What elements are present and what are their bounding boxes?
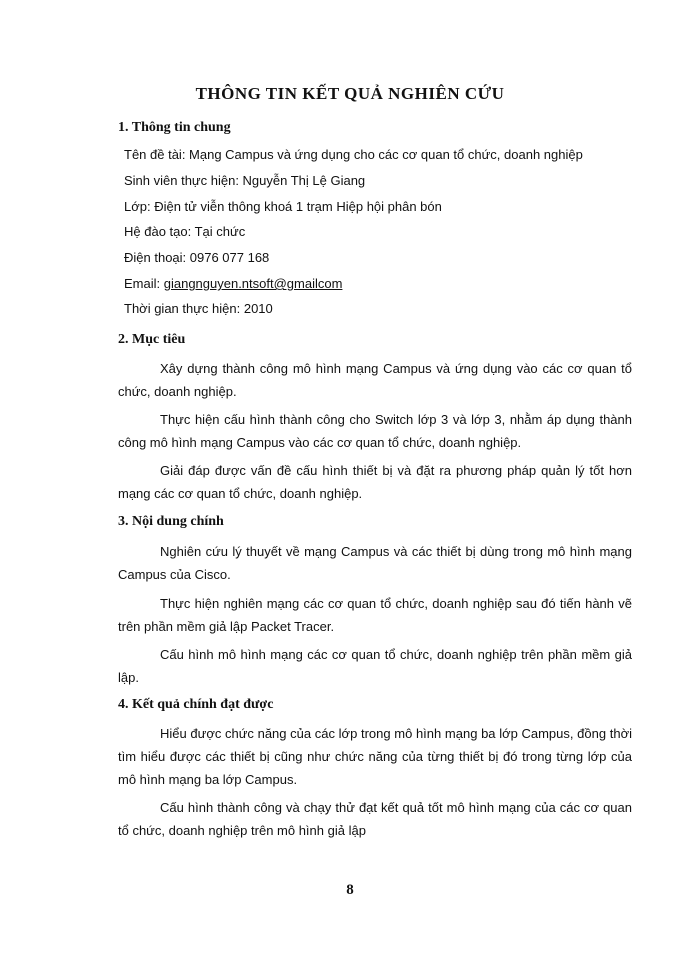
- objective-paragraph-2: Thực hiện cấu hình thành công cho Switch lớp 3 và lớp 3, nhằm áp dụng thành công mô hình mạng Campus vào các cơ quan tổ chức, doanh nghiệp.: [118, 412, 632, 450]
- info-training-type: Hệ đào tạo: Tại chức: [124, 224, 246, 239]
- info-student: Sinh viên thực hiện: Nguyễn Thị Lệ Giang: [124, 173, 366, 188]
- section-2-heading: 2. Mục tiêu: [118, 332, 186, 347]
- objective-paragraph-3: Giải đáp được vấn đề cấu hình thiết bị và đặt ra phương pháp quản lý tốt hơn mạng các cơ quan tổ chức, doanh nghiệp.: [118, 463, 632, 501]
- result-paragraph-1: Hiểu được chức năng của các lớp trong mô hình mạng ba lớp Campus, đồng thời tìm hiểu được các thiết bị cũng như chức năng của từng thiết bị đó trong từng lớp của mô hình mạng ba lớp Campus.: [118, 726, 632, 787]
- content-paragraph-1: Nghiên cứu lý thuyết về mạng Campus và các thiết bị dùng trong mô hình mạng Campus của Cisco.: [118, 544, 632, 582]
- email-label: Email:: [124, 276, 164, 291]
- section-1-heading: 1. Thông tin chung: [118, 120, 231, 135]
- page-title: THÔNG TIN KẾT QUẢ NGHIÊN CỨU: [195, 84, 505, 103]
- content-paragraph-3: Cấu hình mô hình mạng các cơ quan tổ chức, doanh nghiệp trên phần mềm giả lập.: [118, 647, 632, 685]
- section-3-heading: 3. Nội dung chính: [118, 514, 224, 529]
- info-phone: Điện thoại: 0976 077 168: [124, 250, 270, 265]
- objective-paragraph-1: Xây dựng thành công mô hình mạng Campus và ứng dụng vào các cơ quan tổ chức, doanh nghiệp.: [118, 361, 632, 399]
- info-class: Lớp: Điện tử viễn thông khoá 1 trạm Hiệp hội phân bón: [124, 199, 442, 214]
- result-paragraph-2: Cấu hình thành công và chạy thử đạt kết quả tốt mô hình mạng của các cơ quan tổ chức, doanh nghiệp trên mô hình giả lập: [118, 800, 632, 838]
- info-project-title: Tên đề tài: Mạng Campus và ứng dụng cho các cơ quan tổ chức, doanh nghiệp: [124, 147, 583, 162]
- info-email-row: [124, 276, 342, 291]
- email-link[interactable]: giangnguyen.ntsoft@gmailcom: [163, 276, 343, 291]
- content-paragraph-2: Thực hiện nghiên mạng các cơ quan tổ chức, doanh nghiệp sau đó tiến hành vẽ trên phần mềm giả lập Packet Tracer.: [118, 596, 632, 634]
- page-number: 8: [346, 882, 354, 898]
- section-4-heading: 4. Kết quả chính đạt được: [118, 697, 274, 712]
- info-time: Thời gian thực hiện: 2010: [124, 301, 273, 316]
